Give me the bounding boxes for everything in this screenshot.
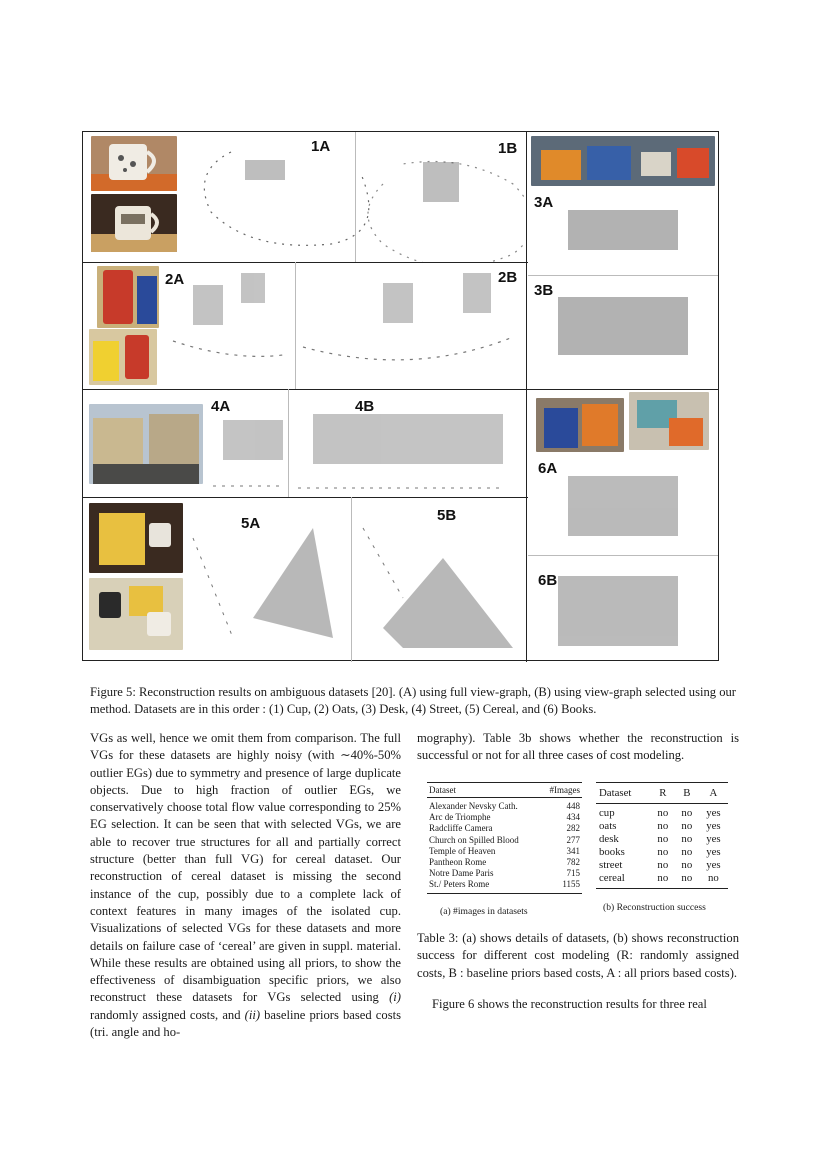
table-header: A (699, 783, 728, 804)
panel-books (528, 390, 718, 662)
table-row (427, 823, 582, 834)
street-reconstruction (83, 390, 526, 497)
body-text: randomly assigned costs, and (90, 1007, 245, 1022)
panel-oats (83, 263, 526, 389)
table-cell: 341 (566, 845, 580, 856)
table-row (596, 872, 728, 888)
panel-label: 4B (355, 398, 375, 415)
table-cell: Church on Spilled Blood (429, 834, 519, 845)
cereal-reconstruction (83, 498, 526, 662)
table-row (596, 833, 728, 846)
panel-street (83, 390, 526, 497)
table-cell: yes (706, 820, 721, 833)
panel-label: 3B (534, 282, 554, 299)
table-cell: Temple of Heaven (429, 845, 496, 856)
table-cell: books (599, 846, 625, 859)
table-cell: no (681, 807, 693, 819)
table-header: Dataset (596, 783, 651, 804)
cup-reconstruction (83, 132, 526, 262)
table-cell: desk (599, 833, 619, 846)
table-cell: cereal (596, 872, 651, 888)
table-cell: 782 (566, 857, 580, 868)
table-cell: no (651, 872, 675, 888)
table-cell: no (675, 872, 699, 888)
panel-label: 2B (498, 269, 518, 286)
table-cell: oats (599, 820, 617, 833)
panel-label: 6A (538, 460, 558, 477)
italic-marker: (i) (389, 990, 401, 1005)
table-cell: 282 (566, 823, 580, 834)
table-cell: Arc de Triomphe (429, 812, 491, 823)
table-header: R (651, 783, 675, 804)
table-row (596, 859, 728, 872)
body-paragraph (90, 730, 401, 1041)
table-row (427, 857, 582, 868)
table-cell: Notre Dame Paris (429, 868, 494, 879)
table-cell: Alexander Nevsky Cath. (429, 801, 518, 811)
panel-label: 1A (311, 138, 331, 155)
panel-label: 5B (437, 507, 457, 524)
table-row (427, 835, 582, 846)
table-row (596, 804, 728, 821)
panel-label: 1B (498, 140, 518, 157)
body-paragraph: Figure 6 shows the reconstruction results for three real (432, 997, 707, 1011)
table-cell: no (681, 820, 693, 833)
body-paragraph: mography). Table 3b shows whether the reconstruction is successful or not for all three cases of cost modeling. (417, 731, 739, 763)
table-cell: cup (599, 807, 615, 819)
table-header: Dataset (427, 783, 540, 798)
table-cell: no (681, 859, 693, 872)
panel-cup (83, 132, 526, 262)
table-cell: St./ Peters Rome (427, 879, 540, 893)
panel-cereal (83, 498, 526, 662)
table-cell: no (681, 833, 693, 846)
table-cell: Radcliffe Camera (429, 823, 493, 834)
table-cell: no (657, 859, 669, 872)
oats-reconstruction (83, 263, 526, 389)
table-cell: street (599, 859, 623, 872)
italic-marker: (ii) (244, 1007, 261, 1022)
table-row (596, 820, 728, 833)
panel-desk (528, 132, 718, 389)
books-reconstruction (528, 390, 718, 662)
desk-reconstruction (528, 132, 718, 389)
panel-label: 5A (241, 515, 261, 532)
divider (526, 132, 527, 662)
table-cell: Pantheon Rome (429, 857, 487, 868)
figure-caption: Figure 5: Reconstruction results on ambiguous datasets [20]. (A) using full view-graph, (B) using view-graph selected using our method. Datasets are in this order : (1) Cup, (2) Oats, (3) Desk, (4) Street, (5) Cereal, and (6) Books. (90, 685, 737, 716)
table-success (596, 782, 728, 889)
table-cell: yes (706, 846, 721, 859)
table-cell: no (657, 820, 669, 833)
table-cell: 715 (566, 868, 580, 879)
table-cell: no (657, 807, 669, 819)
table-cell: no (699, 872, 728, 888)
table-cell: yes (706, 807, 721, 819)
table-subcaption: (b) Reconstruction success (603, 902, 706, 913)
table-row (427, 879, 582, 893)
table-cell: yes (706, 833, 721, 846)
table-header: #Images (540, 783, 582, 798)
table-cell: no (681, 846, 693, 859)
panel-label: 3A (534, 194, 554, 211)
table-row (427, 868, 582, 879)
table-cell: no (657, 846, 669, 859)
table-header: B (675, 783, 699, 804)
table-row (427, 812, 582, 823)
table-row (427, 798, 582, 813)
panel-label: 6B (538, 572, 558, 589)
table-cell: 448 (566, 801, 580, 811)
table-cell: no (657, 833, 669, 846)
figure-5 (82, 131, 719, 661)
body-text: baseline priors based costs (tri. angle and ho- (90, 1007, 401, 1040)
table-row (596, 846, 728, 859)
table-cell: yes (706, 859, 721, 872)
table-cell: 1155 (540, 879, 582, 893)
table-subcaption: (a) #images in datasets (440, 906, 528, 917)
table-cell: 434 (566, 812, 580, 823)
panel-label: 2A (165, 271, 185, 288)
table-cell: 277 (566, 834, 580, 845)
panel-label: 4A (211, 398, 231, 415)
table-row (427, 846, 582, 857)
table-datasets (427, 782, 582, 894)
body-text: VGs as well, hence we omit them from comparison. The full VGs for these datasets are highly noisy (with ∼40%-50% outlier EGs) due to symmetry and presence of large duplicate objects. Due to high fraction of outlier EGs, we conservatively choose total flow value corresponding to 25% EG selection. It can be seen that with selected VGs, we are able to recover true structures for all and partially correct structure (better than full VG) for cereal dataset. Our reconstruction of cereal dataset is missing the second instance of the cup, possibly due to a complete lack of context features in many images of the isolated cup. Visualizations of selected VGs for these datasets and more details on failure case of ‘cereal’ are given in suppl. material. While these results are obtained using all priors, to show the effectiveness of disambiguation specific priors, we also reconstruct these datasets for VGs selected using (90, 731, 401, 1005)
table-caption: Table 3: (a) shows details of datasets, (b) shows reconstruction success for different cost modeling (R: randomly assigned costs, B : baseline priors based costs, A : all priors based costs). (417, 931, 739, 980)
